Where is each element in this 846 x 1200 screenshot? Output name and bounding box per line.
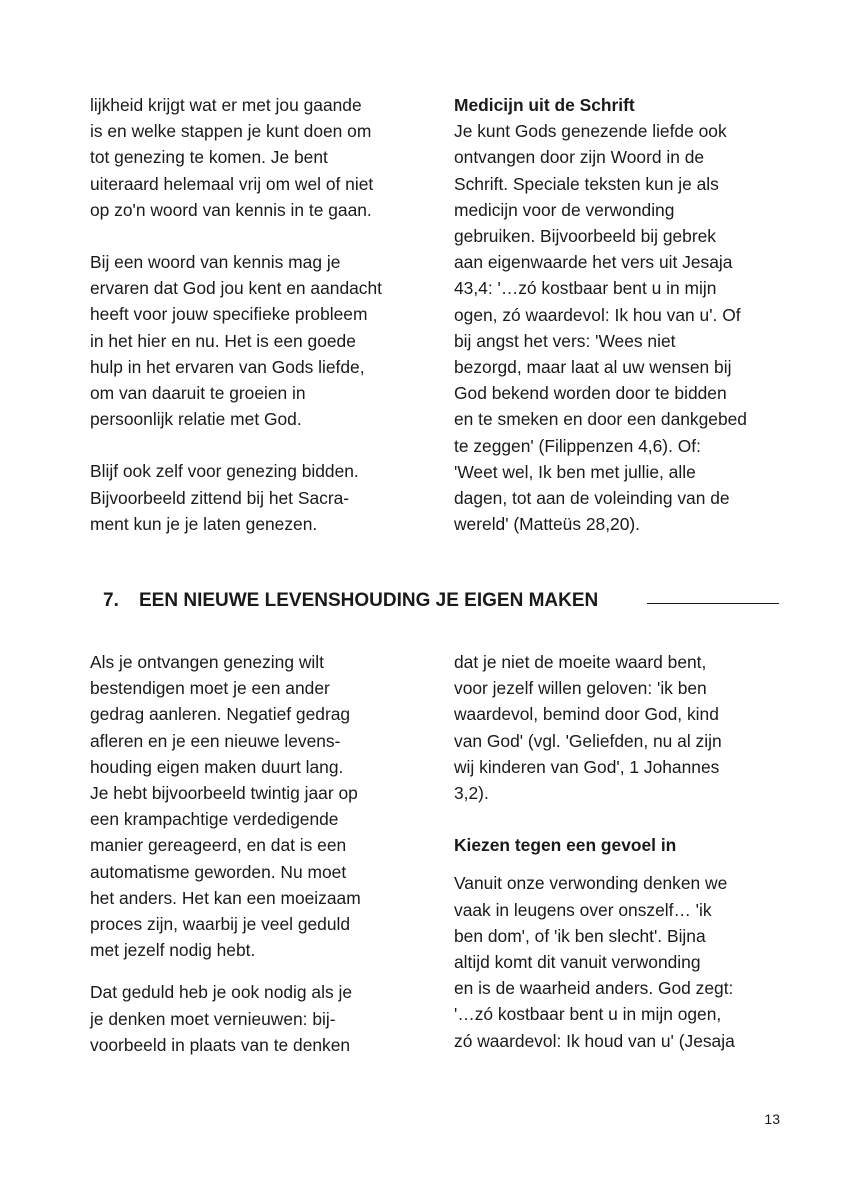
paragraph-patience-thinking: Dat geduld heb je ook nodig als je je denken moet vernieuwen: bij- voorbeeld in plaats van te denken <box>90 982 353 1055</box>
section-title: EEN NIEUWE LEVENSHOUDING JE EIGEN MAKEN <box>139 590 599 611</box>
paragraph-experience-gods-love: Bij een woord van kennis mag je ervaren dat God jou kent en aandacht heeft voor jouw specifieke probleem in het hier en nu. Het is een goede hulp in het ervaren van Gods liefde, om van daaruit te groeien in persoonlijk relatie met God. <box>90 252 382 430</box>
paragraph-new-behaviour: Als je ontvangen genezing wilt bestendigen moet je een ander gedrag aanleren. Negatief gedrag afleren en je een nieuwe levens- houding eigen maken duurt lang. Je hebt bijvoorbeeld twintig jaar op een krampachtige verdedigende manier gereageerd, en dat is een automatisme geworden. Nu moet het anders. Het kan een moeizaam proces zijn, waarbij je veel geduld met jezelf nodig hebt. <box>90 652 361 961</box>
paragraph-scripture-medicine: Je kunt Gods genezende liefde ook ontvangen door zijn Woord in de Schrift. Speciale teksten kun je als medicijn voor de verwonding gebruiken. Bijvoorbeeld bij gebrek aan eigenwaarde het vers uit Jesaja 43,4: '…zó kostbaar bent u in mijn ogen, zó waardevol: Ik hou van u'. Of bij angst het vers: 'Wees niet bezorgd, maar laat al uw wensen bij God bekend worden door te bidden en te smeken en door een dankgebed te zeggen' (Filippenzen 4,6). Of: 'Weet wel, Ik ben met jullie, alle dagen, tot aan de voleinding van de wereld' (Matteüs 28,20). <box>454 121 747 535</box>
page-number: 13 <box>764 1111 780 1127</box>
paragraph-lies-about-self: Vanuit onze verwonding denken we vaak in leugens over onszelf… 'ik ben dom', of 'ik ben slecht'. Bijna altijd komt dit vanuit verwonding en is de waarheid anders. God zegt: '…zó kostbaar bent u in mijn ogen, zó waardevol: Ik houd van u' (Jesaja <box>454 873 735 1051</box>
paragraph-word-of-knowledge-intro: lijkheid krijgt wat er met jou gaande is en welke stappen je kunt doen om tot genezing te komen. Je bent uiteraard helemaal vrij om wel of niet op zo'n woord van kennis in te gaan. <box>90 95 374 220</box>
top-left-column <box>90 92 430 537</box>
section-number: 7. <box>103 590 119 611</box>
section-heading-rule <box>647 603 779 604</box>
subheading-medicine-from-scripture: Medicijn uit de Schrift <box>454 95 635 115</box>
bottom-right-column <box>454 649 794 1054</box>
bottom-left-column <box>90 649 430 1058</box>
top-right-column <box>454 92 794 537</box>
subheading-choose-against-feeling: Kiezen tegen een gevoel in <box>454 835 677 856</box>
paragraph-pray-for-healing: Blijf ook zelf voor genezing bidden. Bijvoorbeeld zittend bij het Sacra- ment kun je je laten genezen. <box>90 461 359 534</box>
paragraph-believe-worthy: dat je niet de moeite waard bent, voor jezelf willen geloven: 'ik ben waardevol, bemind door God, kind van God' (vgl. 'Geliefden, nu al zijn wij kinderen van God', 1 Johannes 3,2). <box>454 652 722 804</box>
section-heading <box>103 588 598 614</box>
